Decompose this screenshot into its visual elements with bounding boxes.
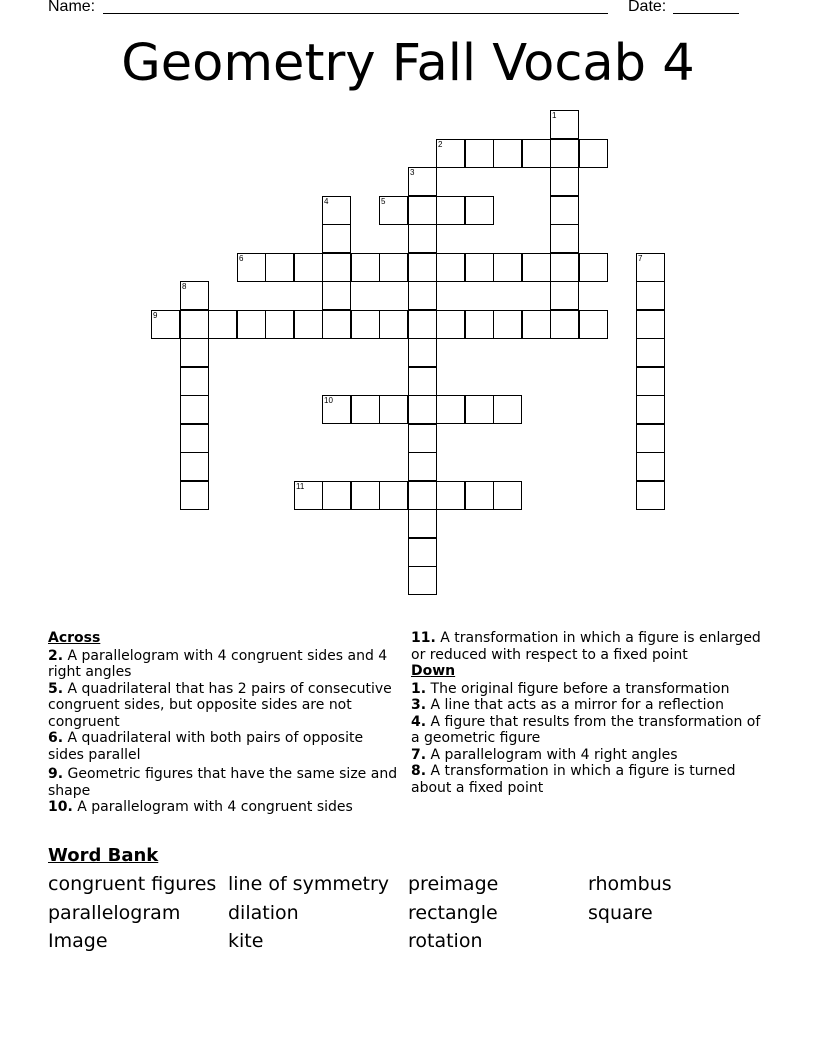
clues-left-column: [48, 630, 398, 816]
word-bank-item: parallelogram: [48, 902, 181, 924]
crossword-cell[interactable]: [294, 310, 323, 339]
crossword-cell[interactable]: [522, 139, 551, 168]
word-bank-item: rhombus: [588, 873, 672, 895]
clue-number-label: 2: [438, 140, 443, 149]
clue-number-label: 1: [552, 111, 557, 120]
crossword-cell[interactable]: [636, 338, 665, 367]
clue-number: 11.: [411, 630, 436, 646]
crossword-cell[interactable]: [636, 281, 665, 310]
crossword-cell[interactable]: [579, 139, 608, 168]
crossword-cell[interactable]: [408, 224, 437, 253]
crossword-cell[interactable]: [550, 310, 579, 339]
crossword-cell[interactable]: [379, 395, 408, 424]
crossword-cell[interactable]: [408, 395, 437, 424]
crossword-cell[interactable]: [408, 367, 437, 396]
crossword-cell[interactable]: [636, 310, 665, 339]
crossword-cell[interactable]: [180, 281, 209, 310]
word-bank-title: Word Bank: [48, 845, 159, 866]
crossword-cell[interactable]: [493, 395, 522, 424]
crossword-cell[interactable]: [493, 253, 522, 282]
clue-text: A line that acts as a mirror for a reflection: [430, 697, 724, 713]
crossword-cell[interactable]: [379, 253, 408, 282]
name-label: Name:: [48, 0, 96, 15]
crossword-cell[interactable]: [180, 310, 209, 339]
word-bank-item: square: [588, 902, 653, 924]
clue-number: 4.: [411, 713, 427, 730]
clue-number-label: 6: [239, 254, 244, 263]
crossword-cell[interactable]: [351, 253, 380, 282]
crossword-cell[interactable]: [550, 110, 579, 139]
crossword-cell[interactable]: [208, 310, 237, 339]
crossword-cell[interactable]: [465, 395, 494, 424]
crossword-cell[interactable]: [550, 281, 579, 310]
crossword-cell[interactable]: [579, 253, 608, 282]
crossword-cell[interactable]: [322, 224, 351, 253]
crossword-cell[interactable]: [351, 395, 380, 424]
crossword-cell[interactable]: [550, 224, 579, 253]
clue-across-11: [411, 630, 761, 663]
crossword-cell[interactable]: [322, 481, 351, 510]
crossword-cell[interactable]: [180, 424, 209, 453]
page-title: Geometry Fall Vocab 4: [121, 34, 695, 93]
clue-across-6: [48, 730, 398, 763]
word-bank-item: kite: [228, 930, 264, 952]
crossword-cell[interactable]: [408, 452, 437, 481]
crossword-cell[interactable]: [151, 310, 180, 339]
crossword-cell[interactable]: [408, 424, 437, 453]
crossword-cell[interactable]: [465, 481, 494, 510]
clue-number-label: 10: [324, 396, 333, 405]
clue-text: A quadrilateral with both pairs of opposite sides parallel: [48, 730, 364, 763]
clue-text: A transformation in which a figure is enlarged or reduced with respect to a fixed point: [411, 630, 761, 663]
crossword-cell[interactable]: [408, 253, 437, 282]
crossword-cell[interactable]: [493, 310, 522, 339]
crossword-cell[interactable]: [408, 509, 437, 538]
clues-right-column: [411, 630, 761, 796]
clue-number-label: 4: [324, 197, 329, 206]
crossword-cell[interactable]: [436, 310, 465, 339]
crossword-cell[interactable]: [408, 481, 437, 510]
clue-text: A figure that results from the transformation of a geometric figure: [411, 713, 761, 746]
clue-text: Geometric figures that have the same size and shape: [48, 766, 398, 799]
clue-number: 7.: [411, 746, 427, 763]
crossword-cell[interactable]: [408, 566, 437, 595]
across-heading: Across: [48, 630, 101, 646]
crossword-cell[interactable]: [636, 367, 665, 396]
clue-text: The original figure before a transformation: [430, 680, 730, 697]
crossword-cell[interactable]: [636, 424, 665, 453]
crossword-cell[interactable]: [493, 139, 522, 168]
clue-number: 10.: [48, 799, 73, 815]
crossword-cell[interactable]: [408, 196, 437, 225]
word-bank-item: congruent figures: [48, 873, 217, 895]
crossword-cell[interactable]: [550, 253, 579, 282]
crossword-cell[interactable]: [351, 481, 380, 510]
crossword-cell[interactable]: [408, 167, 437, 196]
crossword-cell[interactable]: [636, 452, 665, 481]
crossword-cell[interactable]: [379, 481, 408, 510]
crossword-cell[interactable]: [465, 253, 494, 282]
clue-number: 6.: [48, 730, 64, 746]
clue-down-7: [411, 747, 761, 764]
crossword-cell[interactable]: [408, 281, 437, 310]
clue-number-label: 9: [153, 311, 158, 320]
date-field-line[interactable]: [673, 13, 739, 14]
crossword-cell[interactable]: [322, 196, 351, 225]
crossword-cell[interactable]: [522, 310, 551, 339]
crossword-cell[interactable]: [465, 310, 494, 339]
crossword-cell[interactable]: [322, 253, 351, 282]
word-bank-item: line of symmetry: [228, 873, 390, 895]
crossword-cell[interactable]: [436, 395, 465, 424]
crossword-cell[interactable]: [294, 481, 323, 510]
clue-text: A parallelogram with 4 congruent sides and 4 right angles: [48, 647, 388, 680]
crossword-cell[interactable]: [522, 253, 551, 282]
crossword-cell[interactable]: [636, 481, 665, 510]
down-heading: Down: [411, 663, 456, 679]
clue-across-9: [48, 766, 398, 799]
clue-text: A quadrilateral that has 2 pairs of consecutive congruent sides, but opposite sides are not congruent: [48, 680, 392, 730]
crossword-cell[interactable]: [237, 253, 266, 282]
crossword-cell[interactable]: [379, 196, 408, 225]
crossword-cell[interactable]: [636, 253, 665, 282]
crossword-cell[interactable]: [379, 310, 408, 339]
crossword-cell[interactable]: [180, 338, 209, 367]
crossword-cell[interactable]: [408, 338, 437, 367]
clue-text: A parallelogram with 4 congruent sides: [77, 799, 353, 815]
clue-number-label: 7: [638, 254, 643, 263]
crossword-cell[interactable]: [579, 310, 608, 339]
crossword-cell[interactable]: [265, 310, 294, 339]
crossword-cell[interactable]: [493, 481, 522, 510]
word-bank-item: rotation: [408, 930, 483, 952]
crossword-cell[interactable]: [180, 481, 209, 510]
word-bank-item: dilation: [228, 902, 299, 924]
clue-number: 2.: [48, 647, 64, 664]
crossword-cell[interactable]: [436, 253, 465, 282]
clue-down-3: [411, 697, 761, 714]
clue-number-label: 11: [296, 482, 305, 491]
clue-down-1: [411, 681, 761, 698]
crossword-cell[interactable]: [465, 139, 494, 168]
clue-number: 8.: [411, 763, 427, 779]
name-field-line[interactable]: [103, 13, 608, 14]
crossword-cell[interactable]: [294, 253, 323, 282]
clue-number-label: 8: [182, 282, 187, 291]
header: [0, 0, 816, 20]
crossword-cell[interactable]: [180, 395, 209, 424]
crossword-cell[interactable]: [465, 196, 494, 225]
word-bank-item: preimage: [408, 873, 499, 895]
crossword-cell[interactable]: [237, 310, 266, 339]
crossword-cell[interactable]: [550, 167, 579, 196]
word-bank-item: rectangle: [408, 902, 498, 924]
clue-across-10: [48, 799, 398, 816]
clue-down-8: [411, 763, 761, 796]
crossword-cell[interactable]: [636, 395, 665, 424]
crossword-cell[interactable]: [550, 196, 579, 225]
crossword-cell[interactable]: [436, 196, 465, 225]
crossword-cell[interactable]: [322, 281, 351, 310]
clue-down-4: [411, 714, 761, 747]
crossword-cell[interactable]: [180, 367, 209, 396]
crossword-cell[interactable]: [265, 253, 294, 282]
clue-number: 5.: [48, 680, 64, 697]
clue-across-2: [48, 648, 398, 681]
clue-number: 3.: [411, 697, 427, 713]
crossword-cell[interactable]: [436, 139, 465, 168]
clue-number-label: 3: [410, 168, 415, 177]
date-label: Date:: [628, 0, 667, 15]
clue-text: A transformation in which a figure is turned about a fixed point: [411, 763, 736, 796]
crossword-cell[interactable]: [180, 452, 209, 481]
crossword-cell[interactable]: [322, 310, 351, 339]
clue-across-5: [48, 681, 398, 731]
crossword-cell[interactable]: [408, 538, 437, 567]
clue-number-label: 5: [381, 197, 386, 206]
crossword-cell[interactable]: [351, 310, 380, 339]
crossword-cell[interactable]: [550, 139, 579, 168]
clue-number: 1.: [411, 680, 427, 697]
word-bank-item: Image: [48, 930, 108, 952]
crossword-cell[interactable]: [408, 310, 437, 339]
crossword-cell[interactable]: [436, 481, 465, 510]
clue-number: 9.: [48, 766, 64, 782]
clue-text: A parallelogram with 4 right angles: [430, 746, 678, 763]
crossword-cell[interactable]: [322, 395, 351, 424]
